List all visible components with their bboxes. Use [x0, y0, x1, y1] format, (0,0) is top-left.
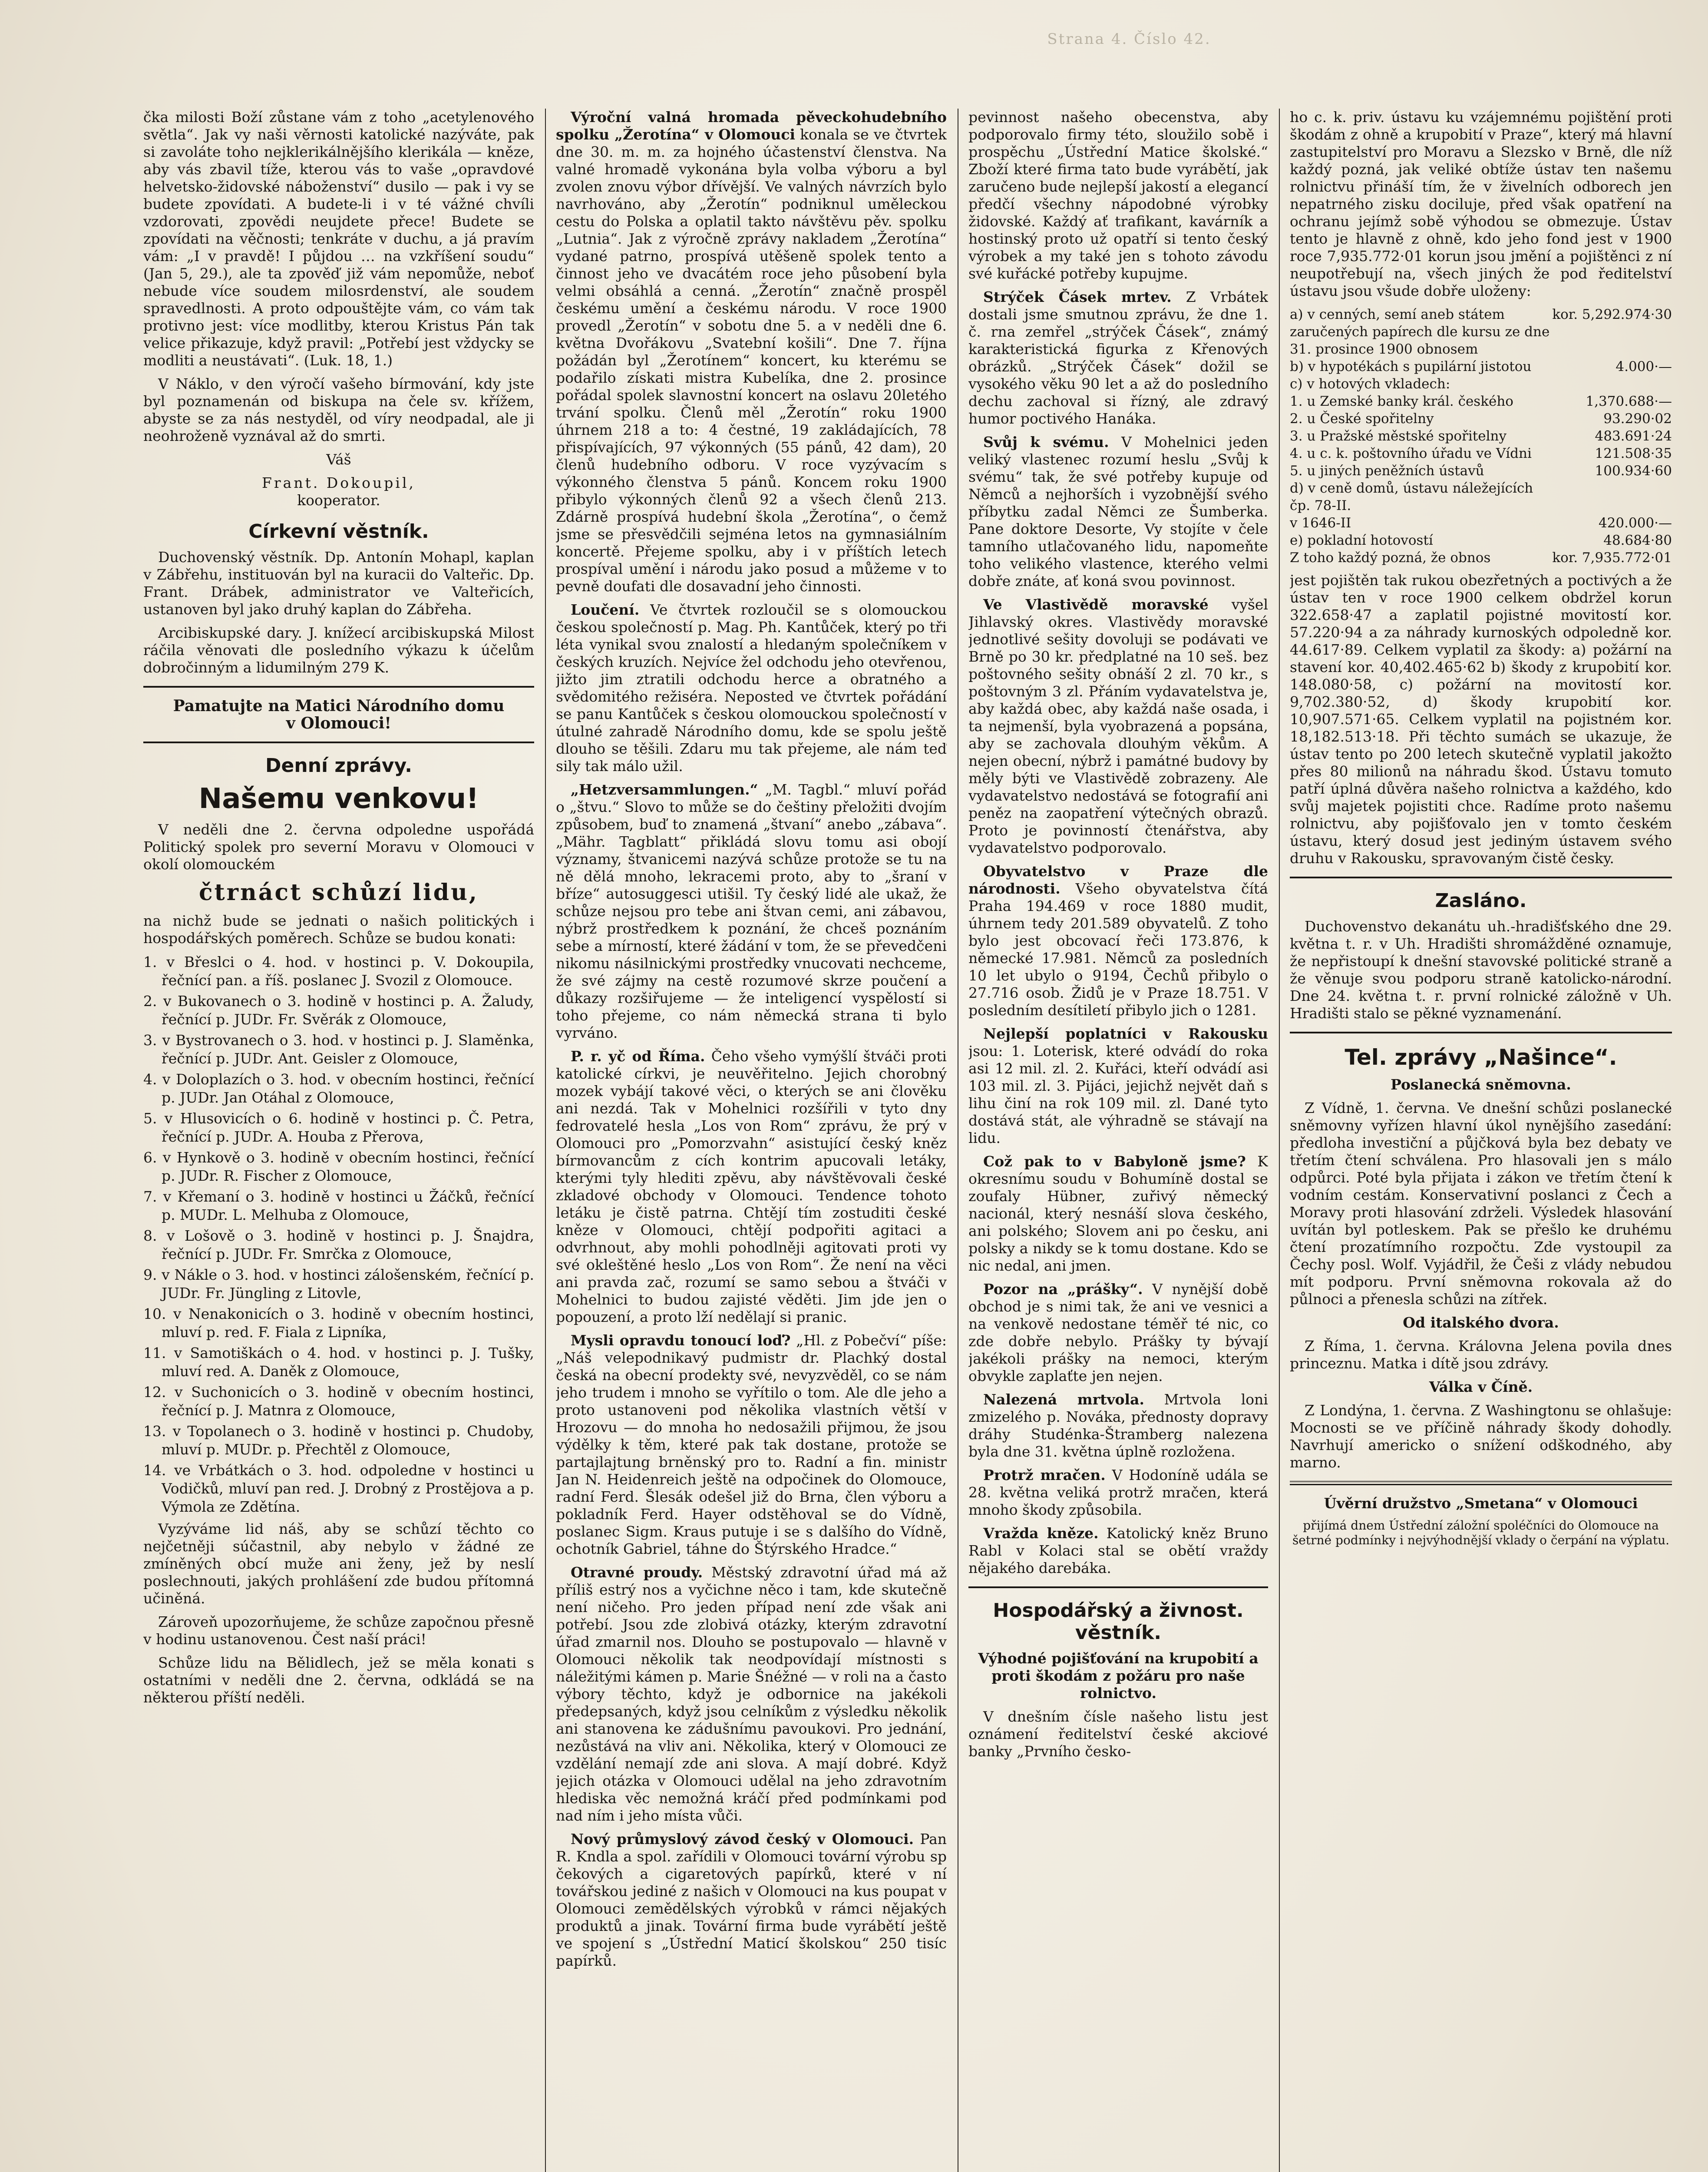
article-zerotin: Výroční valná hromada pěveckohudebního spolku „Žerotína“ v Olomouci konala se ve čtvrtek dne 30. m. m. za hojného účastenství členstva. Na valné hromadě vykonána byla volba výboru a byl zvolen znovu výbor dřívější. Ve valných návrzích bylo navrhováno, aby „Žerotín“ podniknul uměleckou cestu do Polska a oplatil takto návštěvu pěv. spolku „Lutnia“. Jak z výročně zprávy nakladem „Žerotína“ vydané patrno, prospívá utěšeně spolek tento a činnost jeho ve dvacátém roce jeho působení byla velmi obsáhlá a cenná. „Žerotín“ značně prospěl českému umění a českému národu. V roce 1900 provedl „Žerotín“ v sobotu dne 5. a v neděli dne 6. května Dvořákovu „Svatební košili“. Dne 7. října požádán byl „Žerotínem“ koncert, ku kterému se podařilo získati mistra Kubelíka, dne 2. prosince pořádal spolek slavnostní koncert na oslavu 20letého trvání spolku. Členů měl „Žerotín“ roku 1900 úhrnem 218 a to: 4 čestné, 19 zakládajících, 78 přispívajících, 97 výkonných (55 pánů, 42 dam), 20 členů hudebního odboru. V roce vyzývacím s výkonného členstva 5 pánů. Koncem roku 1900 přibylo výkonných členů 92 a všech členů 213. Zdárně prospívá hudební škola „Žerotína“, o čemž jsme se přesvědčili sejména letos na gymnasiálním koncertě. Přejeme spolku, aby i v příštích letech prospíval umění i národu jako posud a můžeme v to pevně doufati dle dosavadní jeho činnosti.: [556, 109, 947, 595]
list-item: 3. v Bystrovanech o 3. hod. v hostinci p. J. Slaměnka, řečnící p. JUDr. Ant. Geisler z Olomouce,: [143, 1032, 534, 1067]
divider: [143, 686, 534, 688]
list-item: 10. v Nenakonicích o 3. hodině v obecním hostinci, mluví p. red. F. Fiala z Lipníka,: [143, 1305, 534, 1341]
article-otravne: Otravné proudy. Městský zdravotní úřad má až příliš estrý nos a vyčichne něco i tam, kde skutečně není ničeho. Pro jeden případ není zde však ani potřebí. Jsou zde zlobivá otázky, kterým zdravotní úřad zmarnil nos. Dlouho se postupovalo — hlavně v Olomouci několik tak neodpovídají místnosti s náležitými kámen p. Marie Šnéžné — v roli na a často výbory těchto, když je odbornice na jakékoli předepsaných, když jsou celníkům z výsledku několik ani stanovena ke zádušnímu pavoukovi. Pro jednání, nezůstává na vliv ani. Několika, který v Olomouci ze vzdělání nemají zde ani slova. A mají dobré. Když jejich otázka v Olomouci udělal na jeho zdravotním hlediska věc nemožná kráčí před podmínkami pod nad ním i jeho místa vůči.: [556, 1564, 947, 1824]
column-rule: [545, 109, 546, 2172]
column-rule: [1279, 109, 1280, 2172]
article-strycek: Strýček Čásek mrtev. Z Vrbátek dostali jsme smutnou zprávu, že dne 1. č. rna zemřel „strýček Čásek“, známý karakteristická figurka z Křenových obrázků. „Strýček Čásek“ dožil se vysokého věku 90 let a až do posledního dechu zachoval si řízný, ale zdravý humor poctivého Hanáka.: [968, 288, 1268, 427]
venkov-emphasis: čtrnáct schůzí lidu,: [198, 879, 479, 906]
letter-paragraph: čka milosti Boží zůstane vám z toho „acetylenového světla“. Jak vy naši věrnosti katolické nazýváte, pak si zavoláte toho nejklerikálnějšího klerikála — kněze, aby vás zbavil tíže, kterou vás to vaše „opravdové helvetsko-židovské náboženství“ dusilo — pak i vy se budete zpovídati. A budete-li i v té vážné chvíli vzdorovati, zpovědi neujdete přece! Budete se zpovídati na věčnosti; tenkráte v duchu, a já pravím vám: „I v pravdě! I půjdou … na vzkříšení soudu“ (Jan 5, 29.), ale ta zpověď již vám nepomůže, neboť nebude více soudem milosrdenství, ale soudem spravedlnosti. A proto odpouštějte vám, co vám tak protivno jest: více modlitby, kterou Kristus Pán tak velice přikazuje, když pravil: „Potřebí jest vždycky se modliti a neustávati“. (Luk. 18, 1.): [143, 109, 534, 369]
table-row: c) v hotových vkladech:: [1290, 376, 1450, 392]
divider: [968, 1586, 1268, 1588]
section-heading-zaslano: Zasláno.: [1435, 890, 1527, 912]
telegram-paragraph: Z Vídně, 1. června. Ve dnešní schůzi poslanecké sněmovny vyřízen hlavní úkol nynějšího zasedání: předloha investiční a půjčková byla bez debaty ve třetím čtení schválena. Pro hlasovali jen s málo odpůrci. Poté byla přijata i zákon ve třetím čtení k vodním cestám. Konservativní poslanci z Čech a Moravy proti hlasování zdrželi. Výsledek hlasování uvítán byl potleskem. Pak se přešlo ke druhému čtení prozatímního rozpočtu. Zde vystoupil za Čechy posl. Wolf. Vyjádřil, že Češi z vlády nebudou mít podporu. První sněmovna rokovala až do půlnoci a přenesla schůzi na zítřek.: [1290, 1099, 1672, 1308]
list-item: 12. v Suchonicích o 3. hodině v obecním hostinci, řečnící p. J. Matnra z Olomouce,: [143, 1384, 534, 1419]
telegram-subtitle: Válka v Číně.: [1429, 1378, 1533, 1395]
table-row: e) pokladní hotovostí 48.684·80: [1290, 533, 1672, 548]
banner-line: Pamatujte na Matici Národního domu: [173, 697, 505, 715]
list-item: 7. v Křemaní o 3. hodině v hostinci u Žáčků, řečnící p. MUDr. L. Melhuba z Olomouce,: [143, 1188, 534, 1223]
telegram-subtitle: Poslanecká sněmovna.: [1391, 1076, 1571, 1093]
list-item: 6. v Hynkově o 3. hodině v obecním hostinci, řečnící p. JUDr. R. Fischer z Olomouce,: [143, 1149, 534, 1184]
telegram-paragraph: Z Říma, 1. června. Královna Jelena povila dnes princeznu. Matka i dítě jsou zdrávy.: [1290, 1338, 1672, 1372]
article-mrtvola: Nalezená mrtvola. Mrtvola loni zmizelého p. Nováka, přednosty dopravy dráhy Studénka-Štramberg nalezena byla dne 31. května úplně rozložena.: [968, 1391, 1268, 1460]
table-row: 2. u České spořitelny 93.290·02: [1290, 411, 1672, 427]
column-4: [1290, 109, 1672, 2172]
table-row: v 1646-II 420.000·—: [1290, 515, 1672, 531]
venkov-paragraph: Schůze lidu na Bělidlech, jež se měla konati s ostatními v neděli dne 2. června, odkládá se na některou příští neděli.: [143, 1654, 534, 1706]
insurance-paragraph: ho c. k. priv. ústavu ku vzájemnému pojištění proti škodám z ohně a krupobití v Praze“, který má hlavní zastupitelství pro Moravu a Slezsko v Brně, dle níž každý pozná, jak veliké obtíže ústav ten našemu rolnictvu přináší tím, že v živelních odborech jen nepatrného zisku dociluje, před však opatření na ochranu jejímž sobě výhodou se obmezuje. Ústav tento je hlavně z ohně, kdo jeho fond jest v 1900 roce 7,935.772·01 korun jsou jmění a pojištěnci z ní neupotřebují na, všech jiných že pod ředitelství ústavu jsou všude dobře uloženy:: [1290, 109, 1672, 299]
venkov-intro: V neděli dne 2. června odpoledne uspořádá Politický spolek pro severní Moravu v Olomouci v okolí olomouckém: [143, 821, 534, 873]
table-row: 1. u Zemské banky král. českého 1,370.688·—: [1290, 394, 1672, 409]
divider: [1290, 877, 1672, 878]
article-lod: Mysli opravdu tonoucí loď? „Hl. z Pobečví“ píše: „Náš velepodnikavý pudmistr dr. Plachký dostal česká na obecní prodekty své, nevyzvěděl, co se nám jeho trudem i mnoho se vyřítilo o tom. Ale dle jeho a proto ustanoveni pod několika vlastních větší v Hrozovu — do mnoha ho nedosažili přijmou, že jsou výdělky k těm, které pak tak dostane, protože se partajlajtung brněnský pro to. Radní a fin. ministr Jan N. Heidenreich ještě na odpočinek do Olomouce, radní Ferd. Šlesák odešel již do Brna, člen výboru a pokladník Ferd. Hayer odstěhoval se do Vídně, poslanec Sigm. Kraus putuje i se s dalšího do Vídně, ochotník Gabriel, táhne do Štýrského Hradce.“: [556, 1332, 947, 1557]
letter-signature-name: Frant. Dokoupil,: [261, 474, 416, 491]
fund-table: [1290, 306, 1672, 566]
article-heading-venkov: Našemu venkovu!: [198, 783, 479, 815]
article-babylon: Což pak to v Babyloně jsme? K okresnímu soudu v Bohumíně dostal se zoufaly Hübner, zuřivý německý nacionál, který nesnáší slova českého, ani polského; Slovem ani po česku, ani polsky a nikdy se k tomu dostane. Kdo se nic nedal, ani jmen.: [968, 1153, 1268, 1274]
meetings-list: [143, 953, 534, 1516]
advert-body: přijímá dnem Ústřední záložní spoléčníci do Olomouce na šetrné podmínky i nejvýhodnější vklady o čerpání na výplatu.: [1292, 1518, 1670, 1547]
list-item: 13. v Topolanech o 3. hodině v hostinci p. Chudoby, mluví p. MUDr. p. Přechtěl z Olomouce,: [143, 1423, 534, 1458]
venkov-intro-2: na nichž bude se jednati o našich politických i hospodářských poměrech. Schůze se budou konati:: [143, 912, 534, 947]
list-item: 8. v Lošově o 3. hodině v hostinci p. J. Šnajdra, řečnící p. JUDr. Fr. Smrčka z Olomouce,: [143, 1227, 534, 1262]
list-item: 2. v Bukovanech o 3. hodině v hostinci p. A. Žaludy, řečnící p. JUDr. Fr. Svěrák z Olomouce,: [143, 993, 534, 1028]
table-row: a) v cenných, semí aneb státem zaručených papírech dle kursu ze dne 31. prosince 1900 obnosem kor. 5,292.974·30: [1290, 307, 1672, 357]
article-zavod: Nový průmyslový závod český v Olomouci. Pan R. Kndla a spol. zařídili v Olomouci tovární výrobu sp čekových a cigaretových papírků, které v ní továřskou jediné z našich v Olomouci na kus poupat v Olomouci zemědělských výrobků v rámci nějakých produktů a jinak. Tovární firma bude vyrábětí ještě ve spojení s „Ústřední Maticí školskou“ 250 tisíc papírků.: [556, 1831, 947, 1969]
list-item: 11. v Samotiškách o 4. hod. v hostinci p. J. Tušky, mluví red. A. Daněk z Olomouce,: [143, 1344, 534, 1380]
hosp-subtitle: Výhodné pojišťování na krupobití a proti škodám z požáru pro naše rolnictvo.: [978, 1650, 1259, 1702]
hosp-paragraph: V dnešním čísle našeho listu jest oznámení ředitelství české akciové banky „Prvního česko-: [968, 1708, 1268, 1760]
venkov-paragraph: Vyzýváme lid náš, aby se schůzí těchto co nejčetněji súčastnil, aby nebylo v žádné ze zmíněných obcí muže ani ženy, jež by neslí poslechnouti, jakých prohlášení zde budou přítomná učiněná.: [143, 1520, 534, 1607]
list-item: 14. ve Vrbátkách o 3. hod. odpoledne v hostinci u Vodičků, mluví pan red. J. Drobný z Prostějova a p. Výmola ze Zdětína.: [143, 1462, 534, 1515]
insurance-paragraph: jest pojištěn tak rukou obezřetných a poctivých a že ústav ten v roce 1900 celkem obdržel korun 322.658·47 a zaplatil pojistné movitostí kor. 57.220·94 a za náhrady kurnoských odpoledně kor. 44.617·89. Celkem vyplatil za škody: a) požární na stavení kor. 40,402.465·62 b) škody z krupobití kor. 148.080·58, c) požární na movitostí kor. 9,702.380·52, d) škody krupobití kor. 10,907.571·65. Celkem vyplatil na pojistném kor. 18,182.513·18. Při těchto sumách se ukazuje, že ústav tento po 200 letech skutečně vyplatil jakožto přes 80 milionů na náhradu škod. Ústavu tomuto patří úplná důvěra našeho rolnictva a každého, kdo svůj majetek pojistiti chce. Radíme proto našemu rolnictvu, aby pojišťovalo jen v tomto českém ústavu, který dosud jest jediným ústavem svého druhu v Rakousku, spravovaným čistě česky.: [1290, 572, 1672, 867]
section-heading-news: Denní zprávy.: [265, 755, 412, 777]
article-vlastiveda: Ve Vlastivědě moravské vyšel Jihlavský okres. Vlastivědy moravské jednotlivé sešity dovoluji se podávati ve Brně po 30 kr. předplatné na 10 seš. bez poštovného sešity obnáší 2 zl. 70 kr., s poštovným 3 zl. Přáním vydavatelstva je, aby každá obec, aby každá naše osada, i ta nejmenší, byla vyobrazená a popsána, aby se zachovala dlouhým věkům. A nejen obecní, nýbrž i památné budovy by měly býti ve Vlastivědě zobrazeny. Ale vydavatelstvo nedostává se fotografií ani peněz na zaopatření výtečných obrazů. Proto je povinností čtenářstva, aby vydavatelstvo podporovalo.: [968, 596, 1268, 856]
advert-title: Úvěrní družstvo „Smetana“ v Olomouci: [1324, 1495, 1638, 1512]
list-item: 1. v Břeslci o 4. hod. v hostinci p. V. Dokoupila, řečnící pan. a říš. poslanec J. Svozil z Olomouce.: [143, 954, 534, 989]
banner-line: v Olomouci!: [286, 714, 392, 732]
section-heading-telegrams: Tel. zprávy „Našince“.: [1345, 1045, 1617, 1070]
article-louceni: Loučení. Ve čtvrtek rozloučil se s olomouckou českou společností p. Mag. Ph. Kantůček, který po tři léta vynikal svou znalostí a hledaným společníkem v českých kruzích. Nejvíce žel odchodu jeho otevřenou, jižto jim ztratili odchodu herce a obratného a svědomitého režiséra. Neposted ve čtvrtek pořádání se panu Kantůček s českou olomouckou společností v útulné zahradě Národního domu, kde se spolu ještě dlouho se těšili. Zdaru mu tak přejeme, ale nám teď sily tak málo užil.: [556, 601, 947, 775]
article-obyvatelstvo: Obyvatelstvo v Praze dle národnosti. Všeho obyvatelstva čítá Praha 194.469 v roce 1880 mudit, úhrnem tedy 201.589 obyvatelů. Z toho bylo jest obcovací řeči 173.876, k německé 17.981. Němců za posledních 10 let ubylo o 9194, Čechů přibylo o 27.716 osob. Židů je v Praze 18.751. V posledním desítiletí přibylo jich o 1281.: [968, 863, 1268, 1019]
letter-signature-role: kooperator.: [297, 492, 380, 509]
article-svuj: Svůj k svému. V Mohelnici jeden veliký vlastenec rozumí heslu „Svůj k svému“ tak, že své potřeby kupuje od Němců a nejhorších i vyzobnější svého příbytku zadal Němci ze Šumberka. Pane doktore Desorte, Vy stojíte v čele tamního utlačovaného lidu, napomeňte toho velikého vlastence, kterého velmi dobře znáte, ať koná svou povinnost.: [968, 434, 1268, 589]
section-heading-hosp: Hospodářský a živnost. věstník.: [993, 1599, 1244, 1644]
list-item: 5. v Hlusovicích o 6. hodině v hostinci p. Č. Petra, řečnící p. JUDr. A. Houba z Přerova,: [143, 1110, 534, 1145]
letter-paragraph: V Náklo, v den výročí vašeho bírmování, kdy jste byl poznamenán od biskupa na čele sv. křížem, abyste se za nás nestyděl, od víry neodpadal, ale ji neohroženě vyznával až do smrti.: [143, 375, 534, 444]
page-folio: Strana 4. Číslo 42.: [1047, 30, 1211, 48]
article-rim: P. r. yč od Říma. Čeho všeho vymýšlí štváči proti katolické církvi, je neuvěřitelno. Jejich chorobný mozek vybájí takové věci, o kterých se ani člověku ani nezdá. Tak v Mohelnici rozšířili v tyto dny fedrovatelé hesla „Los von Rom“ zprávu, že prý v Olomouci pro „Pomorzvahn“ asistující český kněz bírmovancům z cích kontrim apucovali letáky, kterými tyly hlediti zpěvu, aby návštěvovali české zkladové obchody v Olomouci. Tendence tohoto letáku je čistě patrna. Chtějí tím zostuditi české kněze v Olomouci, chtějí podpořiti agitaci a odvrhnout, aby mohli pohodlněji agitovati proti vy své okleštěné heslo „Los von Rom“. Že není na věci ani pravda zač, rozumí se samo sebou a štváči v Mohelnici to budou zajisté věděti. Jim jde jen o popouzení, a proto lží nedělají si pranic.: [556, 1048, 947, 1325]
venkov-paragraph: Zároveň upozorňujeme, že schůze započnou přesně v hodinu ustanovenou. Čest naší práci!: [143, 1613, 534, 1648]
telegram-paragraph: Z Londýna, 1. června. Z Washingtonu se ohlašuje: Mocnosti se ve příčině náhrady škody dohodly. Navrhují americko o snížení odškodného, aby marno.: [1290, 1402, 1672, 1471]
letter-signature: Váš: [326, 451, 351, 468]
divider: [1290, 1481, 1672, 1485]
table-row: b) v hypotékách s pupilární jistotou 4.000·—: [1290, 359, 1672, 374]
article-firm: pevinnost našeho obecenstva, aby podporovalo firmy této, sloužilo sobě i prospěchu „Ústřední Matice školské.“ Zboží které firma tato bude vyrábětí, jak zaručeno bude nejlepší jakostí a elegancí předčí všechny nápodobné výrobky židovské. Každý ať trafikant, kavárník a hostinský proto už opatří si tento český výrobek a my také jen s tohoto závodu své kuřácké potřeby kupujme.: [968, 109, 1268, 282]
telegram-subtitle: Od italského dvora.: [1403, 1314, 1559, 1331]
zaslano-paragraph: Duchovenstvo dekanátu uh.-hradišťského dne 29. května t. r. v Uh. Hradišti shromážděné oznamuje, že nepřistoupí k dnešní stavovské politické straně a že věnuje svou podporu straně katolicko-národní. Dne 24. května t. r. první rolnické záložně v Uh. Hradišti stalo se pěkné vyznamenání.: [1290, 918, 1672, 1022]
divider: [1290, 1032, 1672, 1033]
column-1: [143, 109, 534, 2172]
church-paragraph: Arcibiskupské dary. J. knížecí arcibiskupská Milost ráčila věnovati dle posledního výkazu k účelům dobročinným a lidumilným 279 K.: [143, 624, 534, 676]
column-3: [968, 109, 1268, 2172]
table-row: 3. u Pražské městské spořitelny 483.691·24: [1290, 428, 1672, 444]
table-row: Z toho každý pozná, že obnos kor. 7,935.772·01: [1290, 550, 1672, 566]
article-hetz: „Hetzversammlungen.“ „M. Tagbl.“ mluví pořád o „štvu.“ Slovo to může se do češtiny přeložiti dvojím způsobem, buď to znamená „štvaní“ anebo „zábava“. „Mähr. Tagblatt“ přikládá slovu tomu asi obojí významy, štvanicemi nazývá schůze protože se tu na ně dělá mnoho, lekracemi proto, aby to „šraní v bříze“ autosuggesci utišil. Ty český lidé ale ukaž, že schůze nejsou pro tebe ani štvan cemi, ani zábavou, nýbrž prostředkem k poznání, že chceš poznáním sebe a mírností, které žádání v tom, že se převedčeni nikomu násilnickými prostředky vnucovati nechceme, že své zájmy na cestě rozumové skrze poučení a důkazy rozšiřujeme — že inteligencí vyspělostí si toho přejeme, co nám německá strana ti bylo vyrváno.: [556, 781, 947, 1041]
table-row: d) v ceně domů, ústavu náležejících čp. 78-II.: [1290, 480, 1533, 513]
column-2: [556, 109, 947, 2172]
divider: [143, 742, 534, 743]
section-heading-church: Církevní věstník.: [248, 520, 429, 543]
table-row: 4. u c. k. poštovního úřadu ve Vídni 121.508·35: [1290, 446, 1672, 461]
article-vrazda: Vražda kněze. Katolický kněz Bruno Rabl v Kolaci stal se obětí vraždy nějakého darebáka.: [968, 1525, 1268, 1576]
article-mracen: Protrž mračen. V Hodoníně udála se 28. května veliká protrž mračen, která mnoho škody způsobila.: [968, 1467, 1268, 1518]
list-item: 9. v Nákle o 3. hod. v hostinci zálošenském, řečnící p. JUDr. Fr. Jüngling z Litovle,: [143, 1266, 534, 1301]
church-paragraph: Duchovenský věstník. Dp. Antonín Mohapl, kaplan v Zábřehu, instituován byl na kuracii do Valteřic. Dp. Frant. Drábek, administrator ve Valteřicích, ustanoven byl jako druhý kaplan do Zábřeha.: [143, 549, 534, 618]
table-row: 5. u jiných peněžních ústavů 100.934·60: [1290, 463, 1672, 479]
list-item: 4. v Doloplazích o 3. hod. v obecním hostinci, řečnící p. JUDr. Jan Otáhal z Olomouce,: [143, 1071, 534, 1106]
article-poplatnici: Nejlepší poplatníci v Rakousku jsou: 1. Loterisk, které odvádí do roka asi 12 mil. zl. 2. Kuřáci, kteří odvádí asi 103 mil. zl. 3. Pijáci, jejichž největ daň s lihu činí na rok 109 mil. zl. Dané tyto dostává stát, ale výhradně se stávají na lidu.: [968, 1025, 1268, 1146]
article-prasky: Pozor na „prášky“. V nynější době obchod je s nimi tak, že ani ve vesnici a na venkově nedostane téměř té nic, co zde dobře nebylo. Prášky ty bývají jakékoli prášky na nemoci, kterým obvykle zaplaťte jen nejen.: [968, 1281, 1268, 1384]
